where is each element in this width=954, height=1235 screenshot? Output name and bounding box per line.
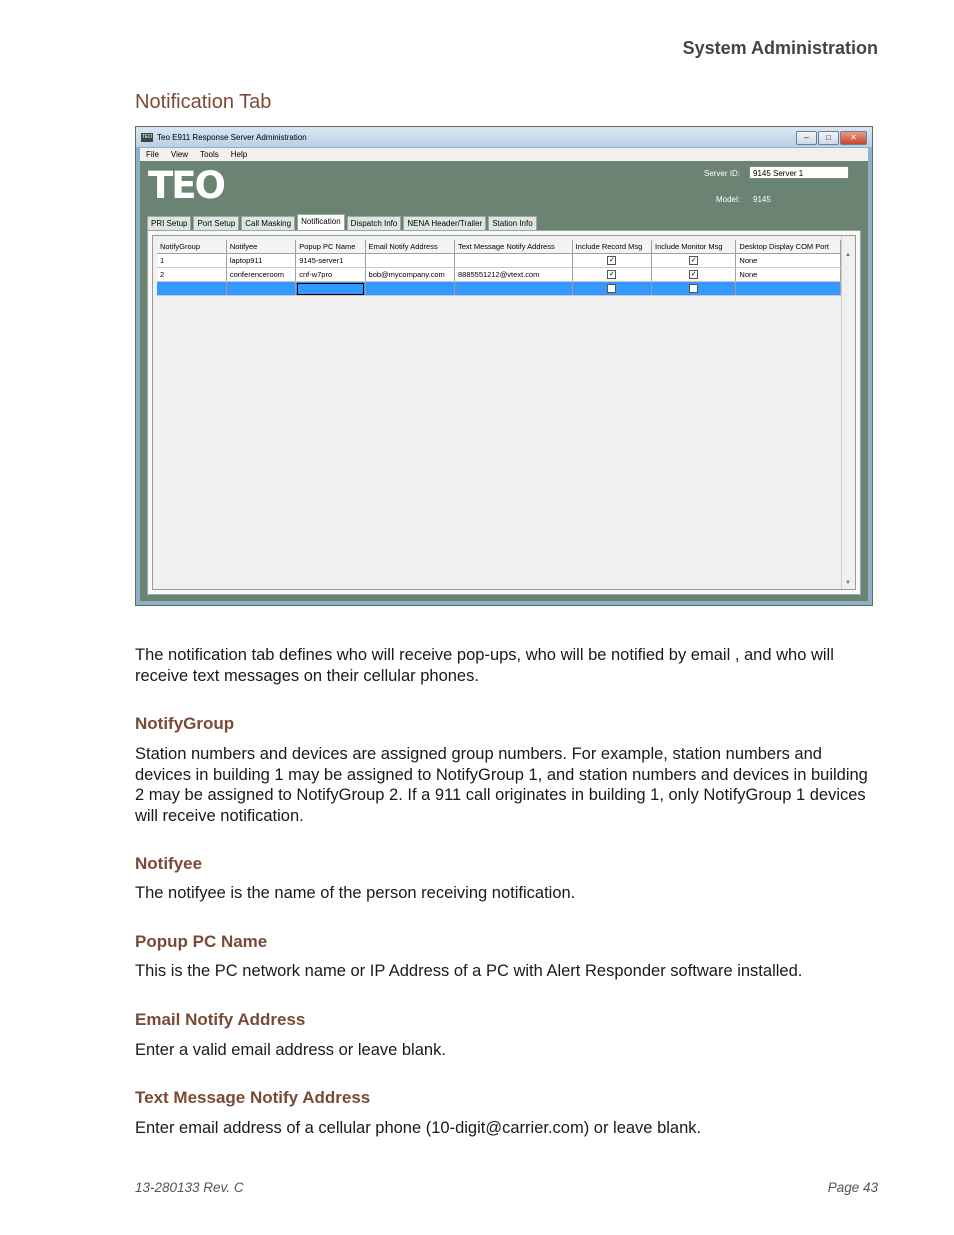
tab-station-info[interactable]: Station Info [488, 216, 536, 231]
cell-com-port[interactable]: None [736, 268, 841, 282]
column-header[interactable]: Include Monitor Msg [651, 240, 735, 254]
model-value: 9145 [753, 195, 771, 204]
scroll-down-icon[interactable]: ▼ [845, 580, 851, 586]
cell-text-message[interactable] [454, 282, 572, 296]
subhead-email-notify-address: Email Notify Address [135, 1010, 306, 1029]
body-notifygroup: Station numbers and devices are assigned group numbers. For example, station numbers and devices in building 1 may be assigned to NotifyGroup 1, and station numbers and devices in building 2 may be assigned to NotifyGroup 2. If a 911 call originates in building 1, only NotifyGroup 1 devices will receive notification. [135, 745, 868, 825]
include-monitor-checkbox[interactable]: ✓ [690, 271, 697, 279]
grid-scrollbar[interactable] [841, 236, 855, 589]
notification-table [157, 240, 841, 296]
subhead-notifygroup: NotifyGroup [135, 714, 235, 733]
window-titlebar [136, 127, 872, 147]
notification-grid [152, 235, 856, 590]
cell-email[interactable] [365, 282, 454, 296]
app-icon: TEO [141, 134, 153, 140]
menu-view[interactable]: View [170, 150, 189, 159]
include-monitor-checkbox[interactable]: ✓ [690, 257, 697, 265]
column-header[interactable]: Email Notify Address [365, 240, 454, 254]
tab-call-masking[interactable]: Call Masking [241, 216, 295, 231]
tab-notification[interactable]: Notification [297, 214, 345, 230]
app-window-screenshot [135, 126, 873, 606]
teo-logo: TEO [148, 164, 224, 207]
menu-file[interactable]: File [146, 150, 159, 159]
model-label: Model: [715, 195, 740, 204]
tab-dispatch-info[interactable]: Dispatch Info [347, 216, 402, 231]
cell-popup-pc[interactable]: cnf-w7pro [296, 268, 365, 282]
cell-include-record [572, 282, 651, 296]
cell-com-port[interactable] [736, 282, 841, 296]
scroll-up-icon[interactable]: ▲ [845, 252, 851, 258]
cell-include-record [572, 268, 651, 282]
close-icon[interactable]: ✕ [840, 131, 867, 145]
table-row [157, 268, 841, 282]
cell-text-message[interactable] [454, 254, 572, 268]
cell-notifyee[interactable]: conferenceroom [226, 268, 295, 282]
cell-email[interactable] [365, 254, 454, 268]
body-email-notify-address: Enter a valid email address or leave blank. [135, 1041, 446, 1059]
menu-help[interactable]: Help [230, 150, 248, 159]
subhead-popup-pc-name: Popup PC Name [135, 932, 268, 951]
menu-tools[interactable]: Tools [200, 150, 219, 159]
menu-bar [140, 148, 868, 161]
column-header[interactable]: Popup PC Name [296, 240, 365, 254]
table-row-new [157, 282, 841, 296]
server-id-field[interactable]: 9145 Server 1 [749, 166, 849, 179]
cell-include-monitor [651, 268, 735, 282]
cell-popup-pc[interactable] [296, 282, 365, 296]
include-record-checkbox[interactable]: ✓ [608, 257, 615, 265]
maximize-icon[interactable]: □ [818, 131, 839, 145]
body-text-message-notify-address: Enter email address of a cellular phone (10-digit@carrier.com) or leave blank. [135, 1119, 702, 1137]
body-popup-pc-name: This is the PC network name or IP Address of a PC with Alert Responder software installed. [135, 962, 803, 980]
cell-email[interactable]: bob@mycompany.com [365, 268, 454, 282]
subhead-notifyee: Notifyee [135, 854, 203, 873]
intro-paragraph: The notification tab defines who will receive pop-ups, who will be notified by email , and who will receive text messages on their cellular phones. [135, 646, 834, 685]
include-record-checkbox[interactable]: ✓ [608, 271, 615, 279]
cell-include-record [572, 254, 651, 268]
column-header[interactable]: Desktop Display COM Port [736, 240, 841, 254]
table-row [157, 254, 841, 268]
tab-nena-header-trailer[interactable]: NENA Header/Trailer [403, 216, 486, 231]
tab-bar [147, 216, 539, 231]
cell-notifygroup[interactable]: 2 [157, 268, 226, 282]
window-title: Teo E911 Response Server Administration [157, 133, 307, 142]
column-header[interactable]: Notifyee [226, 240, 295, 254]
subhead-text-message-notify-address: Text Message Notify Address [135, 1088, 371, 1107]
table-header-row [157, 240, 841, 254]
page-title: Notification Tab [135, 91, 272, 113]
cell-notifyee[interactable]: laptop911 [226, 254, 295, 268]
cell-text-message[interactable]: 8885551212@vtext.com [454, 268, 572, 282]
minimize-icon[interactable]: – [796, 131, 817, 145]
notification-tab-panel [147, 230, 861, 595]
cell-notifygroup[interactable] [157, 282, 226, 296]
column-header[interactable]: Text Message Notify Address [454, 240, 572, 254]
running-header: System Administration [682, 38, 878, 58]
include-monitor-checkbox[interactable] [689, 284, 698, 293]
footer-page-number: Page 43 [827, 1180, 878, 1195]
footer-doc-number: 13-280133 Rev. C [135, 1180, 244, 1195]
cell-com-port[interactable]: None [736, 254, 841, 268]
body-notifyee: The notifyee is the name of the person receiving notification. [135, 884, 576, 902]
include-record-checkbox[interactable] [607, 284, 616, 293]
cell-notifyee[interactable] [226, 282, 295, 296]
server-id-label: Server ID: [703, 169, 740, 178]
column-header[interactable]: Include Record Msg [572, 240, 651, 254]
column-header[interactable]: NotifyGroup [157, 240, 226, 254]
cell-include-monitor [651, 254, 735, 268]
admin-panel [140, 161, 868, 601]
tab-pri-setup[interactable]: PRI Setup [147, 216, 191, 231]
tab-port-setup[interactable]: Port Setup [193, 216, 239, 231]
cell-include-monitor [651, 282, 735, 296]
cell-popup-pc[interactable]: 9145-server1 [296, 254, 365, 268]
cell-notifygroup[interactable]: 1 [157, 254, 226, 268]
